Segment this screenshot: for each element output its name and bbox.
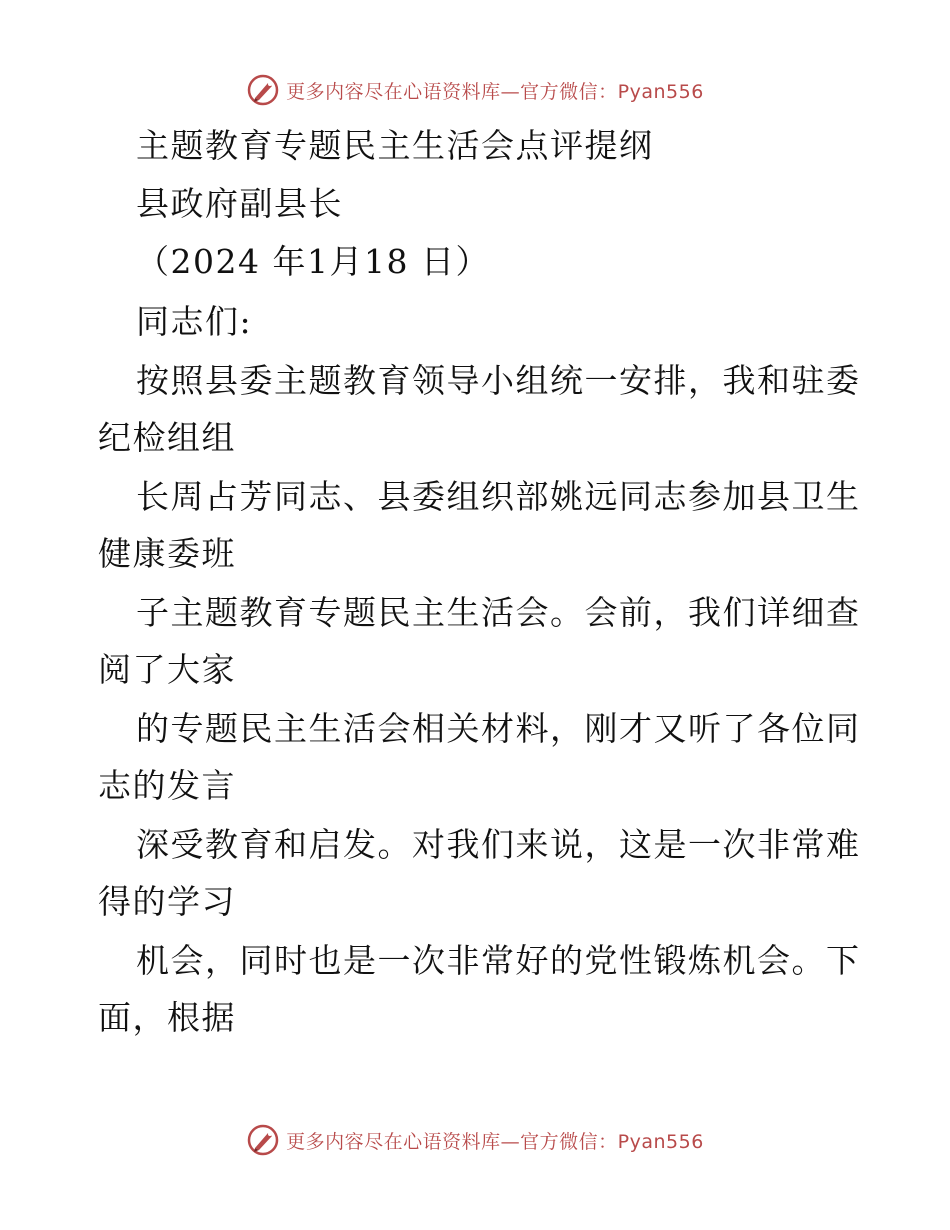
pen-logo-icon <box>246 1123 280 1157</box>
header-watermark <box>0 70 950 110</box>
body-line: 阅了大家 <box>98 650 236 689</box>
body-line: 机会，同时也是一次非常好的党性锻炼机会。下 <box>136 941 861 980</box>
body-line: 的专题民主生活会相关材料，刚才又听了各位同 <box>136 709 861 748</box>
body-line: 深受教育和启发。对我们来说，这是一次非常难 <box>136 825 861 864</box>
body-line: 得的学习 <box>98 882 236 921</box>
document-title: 主题教育专题民主生活会点评提纲 <box>136 126 654 165</box>
watermark-handle: Pyan556 <box>617 80 704 103</box>
body-line: 按照县委主题教育领导小组统一安排，我和驻委 <box>136 361 861 400</box>
document-salutation: 同志们: <box>136 302 253 341</box>
watermark-handle: Pyan556 <box>617 1130 704 1153</box>
watermark-text: 更多内容尽在心语资料库—官方微信： <box>286 80 618 103</box>
body-line: 面，根据 <box>98 998 236 1037</box>
body-line: 健康委班 <box>98 534 236 573</box>
document-speaker: 县政府副县长 <box>136 184 343 223</box>
body-line: 长周占芳同志、县委组织部姚远同志参加县卫生 <box>136 477 861 516</box>
body-line: 志的发言 <box>98 766 236 805</box>
footer-watermark <box>0 1120 950 1160</box>
watermark-text: 更多内容尽在心语资料库—官方微信： <box>286 1130 618 1153</box>
body-line: 子主题教育专题民主生活会。会前，我们详细查 <box>136 593 861 632</box>
body-line: 纪检组组 <box>98 418 236 457</box>
document-date: （2024 年1月18 日） <box>136 242 490 281</box>
pen-logo-icon <box>246 73 280 107</box>
